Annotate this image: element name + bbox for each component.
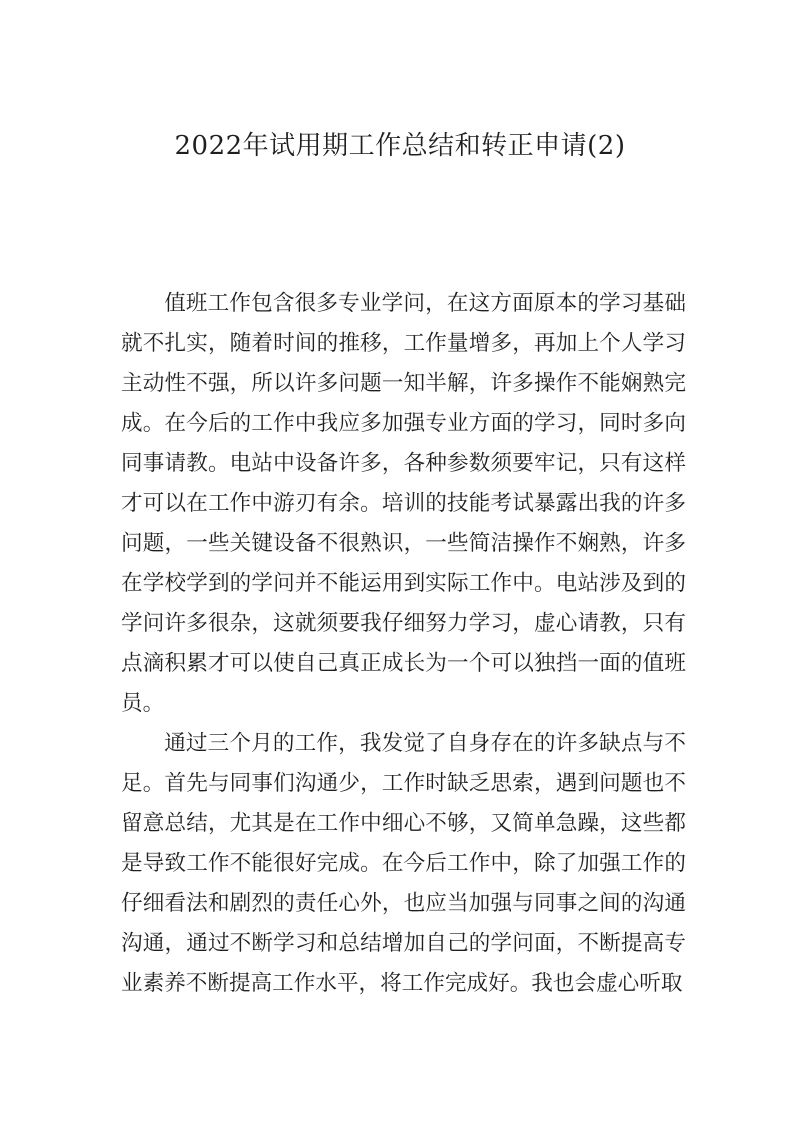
paragraph-2: 通过三个月的工作，我发觉了自身存在的许多缺点与不足。首先与同事们沟通少，工作时缺乏思索，遇到问题也不留意总结，尤其是在工作中细心不够，又简单急躁，这些都是导致工作不能很好完成。在今后工作中，除了加强工作的仔细看法和剧烈的责任心外，也应当加强与同事之间的沟通沟通，通过不断学习和总结增加自己的学问面，不断提高专业素养不断提高工作水平，将工作完成好。我也会虚心听取 xyxy=(121,731,686,996)
document-body xyxy=(121,284,686,1004)
paragraph-1: 值班工作包含很多专业学问，在这方面原本的学习基础就不扎实，随着时间的推移，工作量增多，再加上个人学习主动性不强，所以许多问题一知半解，许多操作不能娴熟完成。在今后的工作中我应多加强专业方面的学习，同时多向同事请教。电站中设备许多，各种参数须要牢记，只有这样才可以在工作中游刃有余。培训的技能考试暴露出我的许多问题，一些关键设备不很熟识，一些简洁操作不娴熟，许多在学校学到的学问并不能运用到实际工作中。电站涉及到的学问许多很杂，这就须要我仔细努力学习，虚心请教，只有点滴积累才可以使自己真正成长为一个可以独挡一面的值班员。 xyxy=(121,291,686,716)
document-title: 2022年试用期工作总结和转正申请(2) xyxy=(174,131,626,161)
